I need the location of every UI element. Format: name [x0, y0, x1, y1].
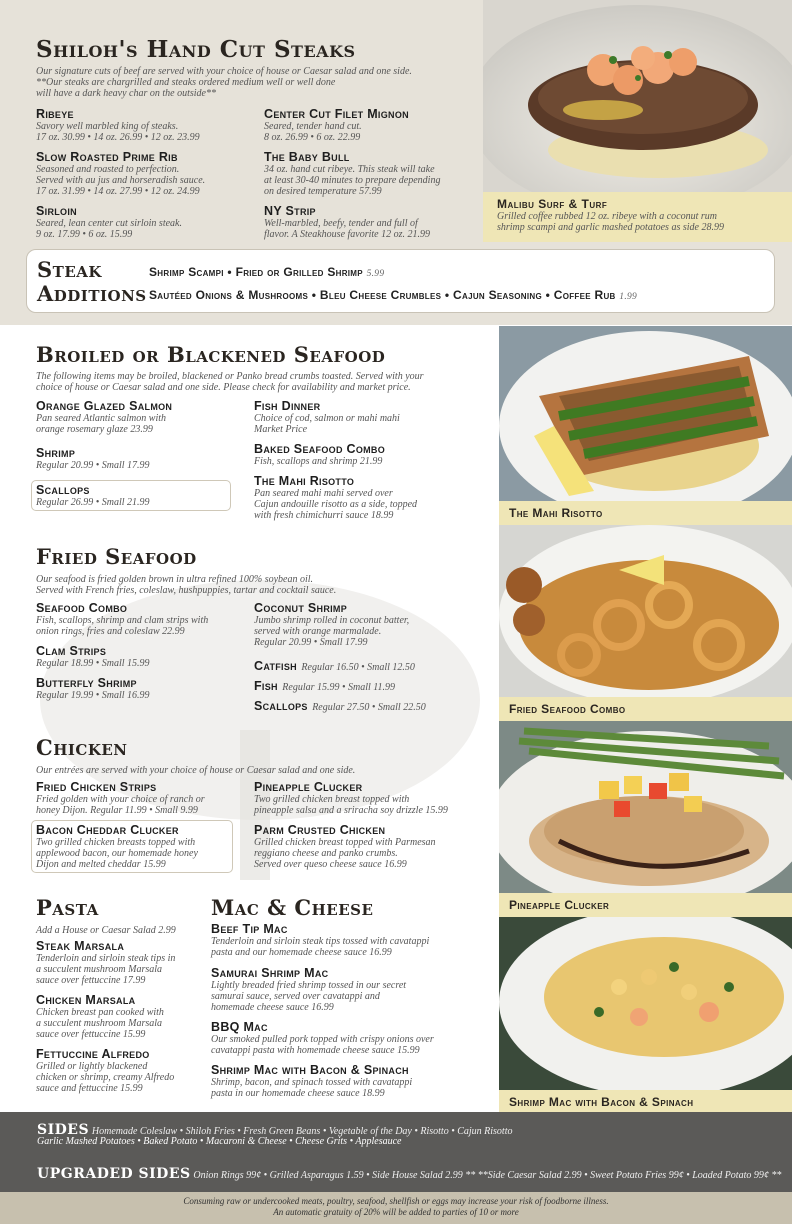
- item-name: Steak Marsala: [36, 939, 125, 953]
- item-price: 8 oz. 26.99 • 6 oz. 22.99: [264, 132, 361, 143]
- item-name: Fried Chicken Strips: [36, 780, 157, 794]
- item-name: Fish: [254, 679, 278, 693]
- menu-item-fish-dinner: [254, 399, 466, 435]
- item-desc: Fried golden with your choice of ranch or: [36, 794, 205, 805]
- item-desc: Tenderloin and sirloin steak tips in: [36, 953, 176, 964]
- menu-item-baked-seafood-combo: [254, 442, 466, 467]
- broiled-seafood-title: Broiled or Blackened Seafood: [36, 342, 386, 367]
- additions-items: Sautéed Onions & Mushrooms • Bleu Cheese Crumbles • Cajun Seasoning • Coffee Rub: [149, 288, 616, 302]
- item-name: NY Strip: [264, 204, 316, 218]
- item-desc: Seared, lean center cut sirloin steak.: [36, 218, 182, 229]
- item-price: 17 oz. 31.99 • 14 oz. 27.99 • 12 oz. 24.99: [36, 186, 200, 197]
- item-price: Regular 20.99 • Small 17.99: [254, 637, 368, 648]
- additions-title: [37, 258, 147, 306]
- menu-item-baby-bull: [264, 150, 476, 197]
- menu-item-parm-crusted-chicken: [254, 823, 489, 870]
- steaks-section: [0, 0, 792, 325]
- item-desc: reggiano cheese and panko crumbs.: [254, 848, 398, 859]
- item-name: The Mahi Risotto: [254, 474, 355, 488]
- item-name: Bacon Cheddar Clucker: [36, 823, 179, 837]
- item-price: onion rings, fries and coleslaw 22.99: [36, 626, 185, 637]
- intro-line: The following items may be broiled, blackened or Panko bread crumbs toasted. Served with your: [36, 371, 424, 382]
- fried-seafood-combo-caption: Fried Seafood Combo: [499, 697, 792, 721]
- item-desc: Seasoned and roasted to perfection.: [36, 164, 180, 175]
- item-desc: Pan seared Atlantic salmon with: [36, 413, 166, 424]
- sides-section: [0, 1112, 792, 1192]
- footer-disclaimer: Consuming raw or undercooked meats, poultry, seafood, shellfish or eggs may increase your risk of foodborne illness.: [183, 1196, 609, 1206]
- sides-list: Homemade Coleslaw • Shiloh Fries • Fresh Green Beans • Vegetable of the Day • Risotto • Cajun Risotto: [91, 1126, 513, 1137]
- menu-item-scallops: [31, 480, 231, 511]
- additions-line: [149, 288, 637, 302]
- steaks-intro-line: will have a dark heavy char on the outside**: [36, 88, 216, 99]
- item-desc: Chicken breast pan cooked with: [36, 1007, 164, 1018]
- item-price: 17 oz. 30.99 • 14 oz. 26.99 • 12 oz. 23.99: [36, 132, 200, 143]
- sides-list: Garlic Mashed Potatoes • Baked Potato • Macaroni & Cheese • Cheese Grits • Applesauce: [37, 1136, 402, 1147]
- item-price: cavatappi pasta with homemade cheese sauce 15.99: [211, 1045, 420, 1056]
- item-desc: Shrimp, bacon, and spinach tossed with cavatappi: [211, 1077, 413, 1088]
- item-desc: a succulent mushroom Marsala: [36, 1018, 163, 1029]
- item-price: Regular 19.99 • Small 16.99: [36, 690, 150, 701]
- item-price: sauce and fettuccine 15.99: [36, 1083, 143, 1094]
- item-name: Scallops: [254, 699, 308, 713]
- menu-item-fish: [254, 677, 494, 695]
- item-desc: samurai sauce, served over cavatappi and: [211, 991, 380, 1002]
- footer-gratuity: An automatic gratuity of 20% will be added to parties of 10 or more: [273, 1207, 519, 1217]
- upgraded-sides-list: Onion Rings 99¢ • Grilled Asparagus 1.59 • Side House Salad 2.99 ** **Side Caesar Salad 2.99 • Sweet Potato Fries 99¢ • Loaded Potato 99¢ **: [193, 1170, 782, 1181]
- additions-line: [149, 265, 384, 279]
- menu-item-bbq-mac: [211, 1020, 491, 1056]
- item-price: pasta and our homemade cheese sauce 16.99: [211, 947, 392, 958]
- item-name: Pineapple Clucker: [254, 780, 363, 794]
- menu-item-prime-rib: [36, 150, 248, 197]
- mahi-risotto-photo: [499, 326, 792, 501]
- chicken-intro: Our entrées are served with your choice of house or Caesar salad and one side.: [36, 765, 356, 776]
- menu-item-mahi-risotto: [254, 474, 484, 521]
- feature-desc: Grilled coffee rubbed 12 oz. ribeye with a coconut rum: [497, 211, 717, 222]
- menu-item-fried-chicken-strips: [36, 780, 248, 816]
- menu-item-ny-strip: [264, 204, 476, 240]
- steaks-intro-line: **Our steaks are chargrilled and steaks ordered medium well or well done: [36, 77, 336, 88]
- item-desc: at least 30-40 minutes to prepare depending: [264, 175, 441, 186]
- item-price: orange rosemary glaze 23.99: [36, 424, 153, 435]
- item-desc: Served with au jus and horseradish sauce.: [36, 175, 206, 186]
- item-price: Regular 16.50 • Small 12.50: [301, 662, 415, 673]
- intro-line: choice of house or Caesar salad and one side. Please check for availability and market price.: [36, 382, 411, 393]
- item-price: Regular 15.99 • Small 11.99: [282, 682, 396, 693]
- item-desc: Well-marbled, beefy, tender and full of: [264, 218, 418, 229]
- menu-item-bacon-cheddar-clucker: [31, 820, 233, 873]
- item-name: Scallops: [36, 483, 90, 497]
- steaks-intro: [36, 66, 456, 99]
- menu-item-coconut-shrimp: [254, 601, 466, 648]
- menu-item-orange-glazed-salmon: [36, 399, 248, 435]
- item-name: Sirloin: [36, 204, 77, 218]
- item-desc: a succulent mushroom Marsala: [36, 964, 163, 975]
- steaks-intro-line: Our signature cuts of beef are served with your choice of house or Caesar salad and one side.: [36, 66, 412, 77]
- pineapple-clucker-caption: Pineapple Clucker: [499, 893, 792, 917]
- menu-item-fettuccine-alfredo: [36, 1047, 206, 1094]
- item-name: Baked Seafood Combo: [254, 442, 386, 456]
- sides-label: SIDES: [37, 1122, 90, 1138]
- feature-desc: shrimp scampi and garlic mashed potatoes as side 28.99: [497, 222, 724, 233]
- item-name: Coconut Shrimp: [254, 601, 348, 615]
- item-name: Slow Roasted Prime Rib: [36, 150, 178, 164]
- item-price: sauce over fettuccine 15.99: [36, 1029, 146, 1040]
- additions-price: 5.99: [366, 269, 385, 279]
- item-name: Samurai Shrimp Mac: [211, 966, 329, 980]
- additions-items: Shrimp Scampi • Fried or Grilled Shrimp: [149, 265, 363, 279]
- menu-item-samurai-shrimp-mac: [211, 966, 491, 1013]
- item-price: pasta in our homemade cheese sauce 18.99: [211, 1088, 385, 1099]
- menu-item-chicken-marsala: [36, 993, 206, 1040]
- chicken-title: Chicken: [36, 735, 128, 760]
- steak-additions-box: [26, 249, 775, 313]
- item-desc: Grilled or lightly blackened: [36, 1061, 148, 1072]
- item-price: honey Dijon. Regular 11.99 • Small 9.99: [36, 805, 198, 816]
- menu-item-fried-scallops: [254, 697, 494, 715]
- item-name: Clam Strips: [36, 644, 107, 658]
- item-name: Butterfly Shrimp: [36, 676, 137, 690]
- item-price: sauce over fettuccine 17.99: [36, 975, 146, 986]
- menu-item-sirloin: [36, 204, 248, 240]
- item-price: Regular 18.99 • Small 15.99: [36, 658, 150, 669]
- item-name: Fettuccine Alfredo: [36, 1047, 150, 1061]
- footer: [0, 1192, 792, 1224]
- menu-item-filet-mignon: [264, 107, 476, 143]
- mahi-risotto-caption: The Mahi Risotto: [499, 501, 792, 525]
- item-desc: applewood bacon, our homemade honey: [36, 848, 198, 859]
- menu-item-pineapple-clucker: [254, 780, 489, 816]
- item-name: Catfish: [254, 659, 297, 673]
- menu-item-seafood-combo: [36, 601, 248, 637]
- menu-item-ribeye: [36, 107, 248, 143]
- item-desc: chicken or shrimp, creamy Alfredo: [36, 1072, 175, 1083]
- steaks-title: Shiloh's Hand Cut Steaks: [36, 36, 356, 63]
- shrimp-mac-caption: Shrimp Mac with Bacon & Spinach: [499, 1090, 792, 1114]
- item-name: Ribeye: [36, 107, 74, 121]
- fried-seafood-intro: [36, 574, 466, 596]
- item-desc: Jumbo shrimp rolled in coconut batter,: [254, 615, 410, 626]
- upgraded-sides-label: UPGRADED SIDES: [37, 1166, 191, 1182]
- item-desc: Savory well marbled king of steaks.: [36, 121, 179, 132]
- broiled-seafood-intro: [36, 371, 466, 393]
- pasta-intro: Add a House or Caesar Salad 2.99: [36, 925, 176, 936]
- item-desc: Two grilled chicken breasts topped with: [36, 837, 196, 848]
- intro-line: Our seafood is fried golden brown in ultra refined 100% soybean oil.: [36, 574, 314, 585]
- menu-item-clam-strips: [36, 644, 248, 669]
- item-name: Center Cut Filet Mignon: [264, 107, 409, 121]
- item-desc: Fish, scallops, shrimp and clam strips with: [36, 615, 209, 626]
- menu-item-shrimp: [36, 446, 248, 471]
- additions-price: 1.99: [619, 292, 638, 302]
- pineapple-clucker-photo: [499, 721, 792, 893]
- item-name: Shrimp: [36, 446, 76, 460]
- additions-title-line: Additions: [37, 281, 147, 306]
- surf-and-turf-photo: [483, 0, 792, 192]
- item-price: on desired temperature 57.99: [264, 186, 382, 197]
- intro-line: Served with French fries, coleslaw, hushpuppies, tartar and cocktail sauce.: [36, 585, 337, 596]
- item-price: homemade cheese sauce 16.99: [211, 1002, 334, 1013]
- menu-item-steak-marsala: [36, 939, 206, 986]
- item-price: Regular 20.99 • Small 17.99: [36, 460, 150, 471]
- item-desc: served with orange marmalade.: [254, 626, 382, 637]
- item-desc: Choice of cod, salmon or mahi mahi: [254, 413, 400, 424]
- item-price: 9 oz. 17.99 • 6 oz. 15.99: [36, 229, 133, 240]
- item-name: BBQ Mac: [211, 1020, 268, 1034]
- item-price: Regular 27.50 • Small 22.50: [312, 702, 426, 713]
- item-price: pineapple salsa and a sriracha soy drizzle 15.99: [254, 805, 448, 816]
- mac-cheese-title: Mac & Cheese: [211, 895, 374, 920]
- item-desc: Cajun andouille risotto as a side, topped: [254, 499, 418, 510]
- item-name: Orange Glazed Salmon: [36, 399, 173, 413]
- feature-title: Malibu Surf & Turf: [497, 197, 608, 211]
- item-price: Regular 26.99 • Small 21.99: [36, 497, 150, 508]
- item-name: Shrimp Mac with Bacon & Spinach: [211, 1063, 409, 1077]
- item-name: The Baby Bull: [264, 150, 350, 164]
- shrimp-mac-photo: [499, 917, 792, 1090]
- menu-item-shrimp-mac-bacon-spinach: [211, 1063, 491, 1099]
- item-desc: Lightly breaded fried shrimp tossed in our secret: [211, 980, 407, 991]
- item-desc: 34 oz. hand cut ribeye. This steak will take: [264, 164, 435, 175]
- item-price: Served over queso cheese sauce 16.99: [254, 859, 407, 870]
- item-desc: Tenderloin and sirloin steak tips tossed with cavatappi: [211, 936, 430, 947]
- menu-item-beef-tip-mac: [211, 922, 491, 958]
- item-desc: Our smoked pulled pork topped with crispy onions over: [211, 1034, 434, 1045]
- item-price: Dijon and melted cheddar 15.99: [36, 859, 166, 870]
- item-name: Beef Tip Mac: [211, 922, 288, 936]
- menu-item-catfish: [254, 657, 494, 675]
- item-name: Fish Dinner: [254, 399, 321, 413]
- item-desc: Grilled chicken breast topped with Parmesan: [254, 837, 436, 848]
- item-desc: Fish, scallops and shrimp 21.99: [254, 456, 383, 467]
- fried-seafood-title: Fried Seafood: [36, 544, 197, 569]
- item-price: Market Price: [254, 424, 308, 435]
- item-desc: Two grilled chicken breast topped with: [254, 794, 410, 805]
- item-desc: Pan seared mahi mahi served over: [254, 488, 393, 499]
- item-price: flavor. A Steakhouse favorite 12 oz. 21.99: [264, 229, 431, 240]
- item-name: Seafood Combo: [36, 601, 128, 615]
- item-name: Parm Crusted Chicken: [254, 823, 386, 837]
- item-desc: Seared, tender hand cut.: [264, 121, 362, 132]
- item-price: with fresh chimichurri sauce 18.99: [254, 510, 394, 521]
- menu-item-butterfly-shrimp: [36, 676, 248, 701]
- item-name: Chicken Marsala: [36, 993, 136, 1007]
- fried-seafood-combo-photo: [499, 525, 792, 697]
- additions-title-line: Steak: [37, 257, 102, 282]
- surf-and-turf-caption: [483, 192, 792, 242]
- upgraded-sides-line: [37, 1166, 781, 1182]
- pasta-title: Pasta: [36, 895, 99, 920]
